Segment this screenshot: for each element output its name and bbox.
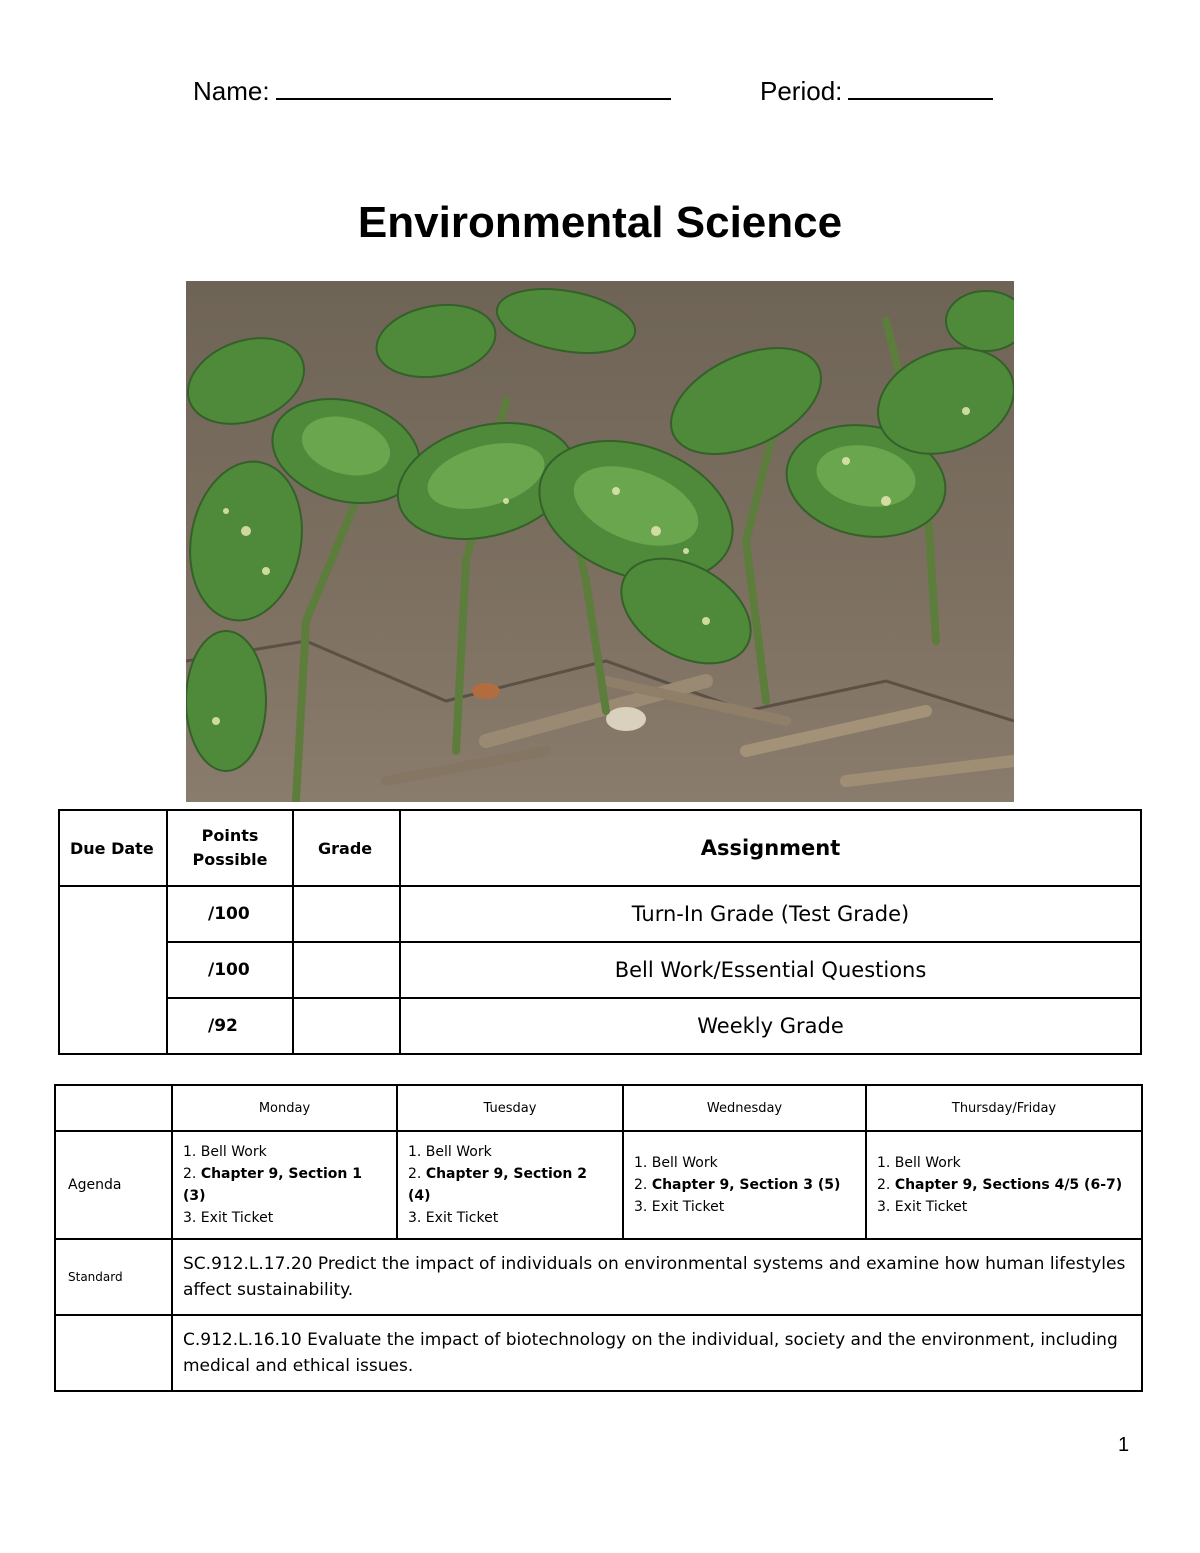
agenda-item: 3. Exit Ticket <box>408 1210 499 1226</box>
period-label: Period: <box>760 76 843 106</box>
period-field[interactable] <box>760 70 993 109</box>
chapter-reading: Chapter 9, Section 2 (4) <box>408 1166 587 1204</box>
assignment-cell: Bell Work/Essential Questions <box>400 942 1141 998</box>
standard-text: SC.912.L.17.20 Predict the impact of individuals on environmental systems and examine how human lifestyles affect sustainability. <box>172 1239 1142 1315</box>
name-label: Name: <box>193 76 270 106</box>
grade-header: Grade <box>293 810 400 886</box>
empty-label-cell <box>55 1315 172 1391</box>
standard-label: Standard <box>55 1239 172 1315</box>
corner-cell <box>55 1085 172 1131</box>
agenda-item <box>183 1163 386 1207</box>
days-header-row <box>55 1085 1142 1131</box>
day-header-wednesday: Wednesday <box>623 1085 866 1131</box>
table-row <box>59 886 1141 942</box>
grades-table <box>58 809 1142 1055</box>
points-possible-line2: Possible <box>192 850 268 869</box>
assignment-cell: Turn-In Grade (Test Grade) <box>400 886 1141 942</box>
page-number: 1 <box>1118 1434 1130 1456</box>
points-cell: /92 <box>167 998 293 1054</box>
period-blank-line[interactable] <box>848 70 993 100</box>
agenda-item-prefix: 2. <box>183 1166 201 1182</box>
grade-cell[interactable] <box>293 886 400 942</box>
agenda-item <box>634 1174 855 1196</box>
due-date-header: Due Date <box>59 810 167 886</box>
agenda-cell-thursday-friday <box>866 1131 1142 1239</box>
standard-text: C.912.L.16.10 Evaluate the impact of biotechnology on the individual, society and the environment, including medical and ethical issues. <box>172 1315 1142 1391</box>
due-date-cell[interactable] <box>59 886 167 1054</box>
agenda-item: 1. Bell Work <box>634 1155 718 1171</box>
day-header-thursday-friday: Thursday/Friday <box>866 1085 1142 1131</box>
points-cell: /100 <box>167 942 293 998</box>
agenda-cell-monday <box>172 1131 397 1239</box>
chapter-reading: Chapter 9, Section 3 (5) <box>651 1177 841 1193</box>
agenda-cell-wednesday <box>623 1131 866 1239</box>
agenda-cell-tuesday <box>397 1131 623 1239</box>
assignment-header: Assignment <box>400 810 1141 886</box>
name-field[interactable] <box>193 70 671 109</box>
agenda-item: 1. Bell Work <box>877 1155 961 1171</box>
day-header-monday: Monday <box>172 1085 397 1131</box>
agenda-item: 3. Exit Ticket <box>877 1199 968 1215</box>
points-possible-header <box>167 810 293 886</box>
standard-row <box>55 1315 1142 1391</box>
seedling-plants-photo <box>186 281 1014 802</box>
chapter-reading: Chapter 9, Sections 4/5 (6-7) <box>894 1177 1123 1193</box>
agenda-item <box>408 1163 612 1207</box>
name-blank-line[interactable] <box>276 70 671 100</box>
grade-cell[interactable] <box>293 998 400 1054</box>
weekly-agenda-table <box>54 1084 1143 1392</box>
agenda-item-prefix: 2. <box>634 1177 652 1193</box>
grade-cell[interactable] <box>293 942 400 998</box>
agenda-item: 3. Exit Ticket <box>183 1210 274 1226</box>
agenda-item <box>877 1174 1131 1196</box>
table-row <box>59 942 1141 998</box>
grades-header-row <box>59 810 1141 886</box>
agenda-label: Agenda <box>55 1131 172 1239</box>
day-header-tuesday: Tuesday <box>397 1085 623 1131</box>
agenda-item: 3. Exit Ticket <box>634 1199 725 1215</box>
points-cell: /100 <box>167 886 293 942</box>
agenda-item-prefix: 2. <box>877 1177 895 1193</box>
chapter-reading: Chapter 9, Section 1 (3) <box>183 1166 362 1204</box>
standard-row <box>55 1239 1142 1315</box>
table-row <box>59 998 1141 1054</box>
points-possible-line1: Points <box>201 826 259 845</box>
agenda-item: 1. Bell Work <box>408 1144 492 1160</box>
agenda-item: 1. Bell Work <box>183 1144 267 1160</box>
agenda-row <box>55 1131 1142 1239</box>
page-title: Environmental Science <box>357 198 843 247</box>
agenda-item-prefix: 2. <box>408 1166 426 1182</box>
assignment-cell: Weekly Grade <box>400 998 1141 1054</box>
